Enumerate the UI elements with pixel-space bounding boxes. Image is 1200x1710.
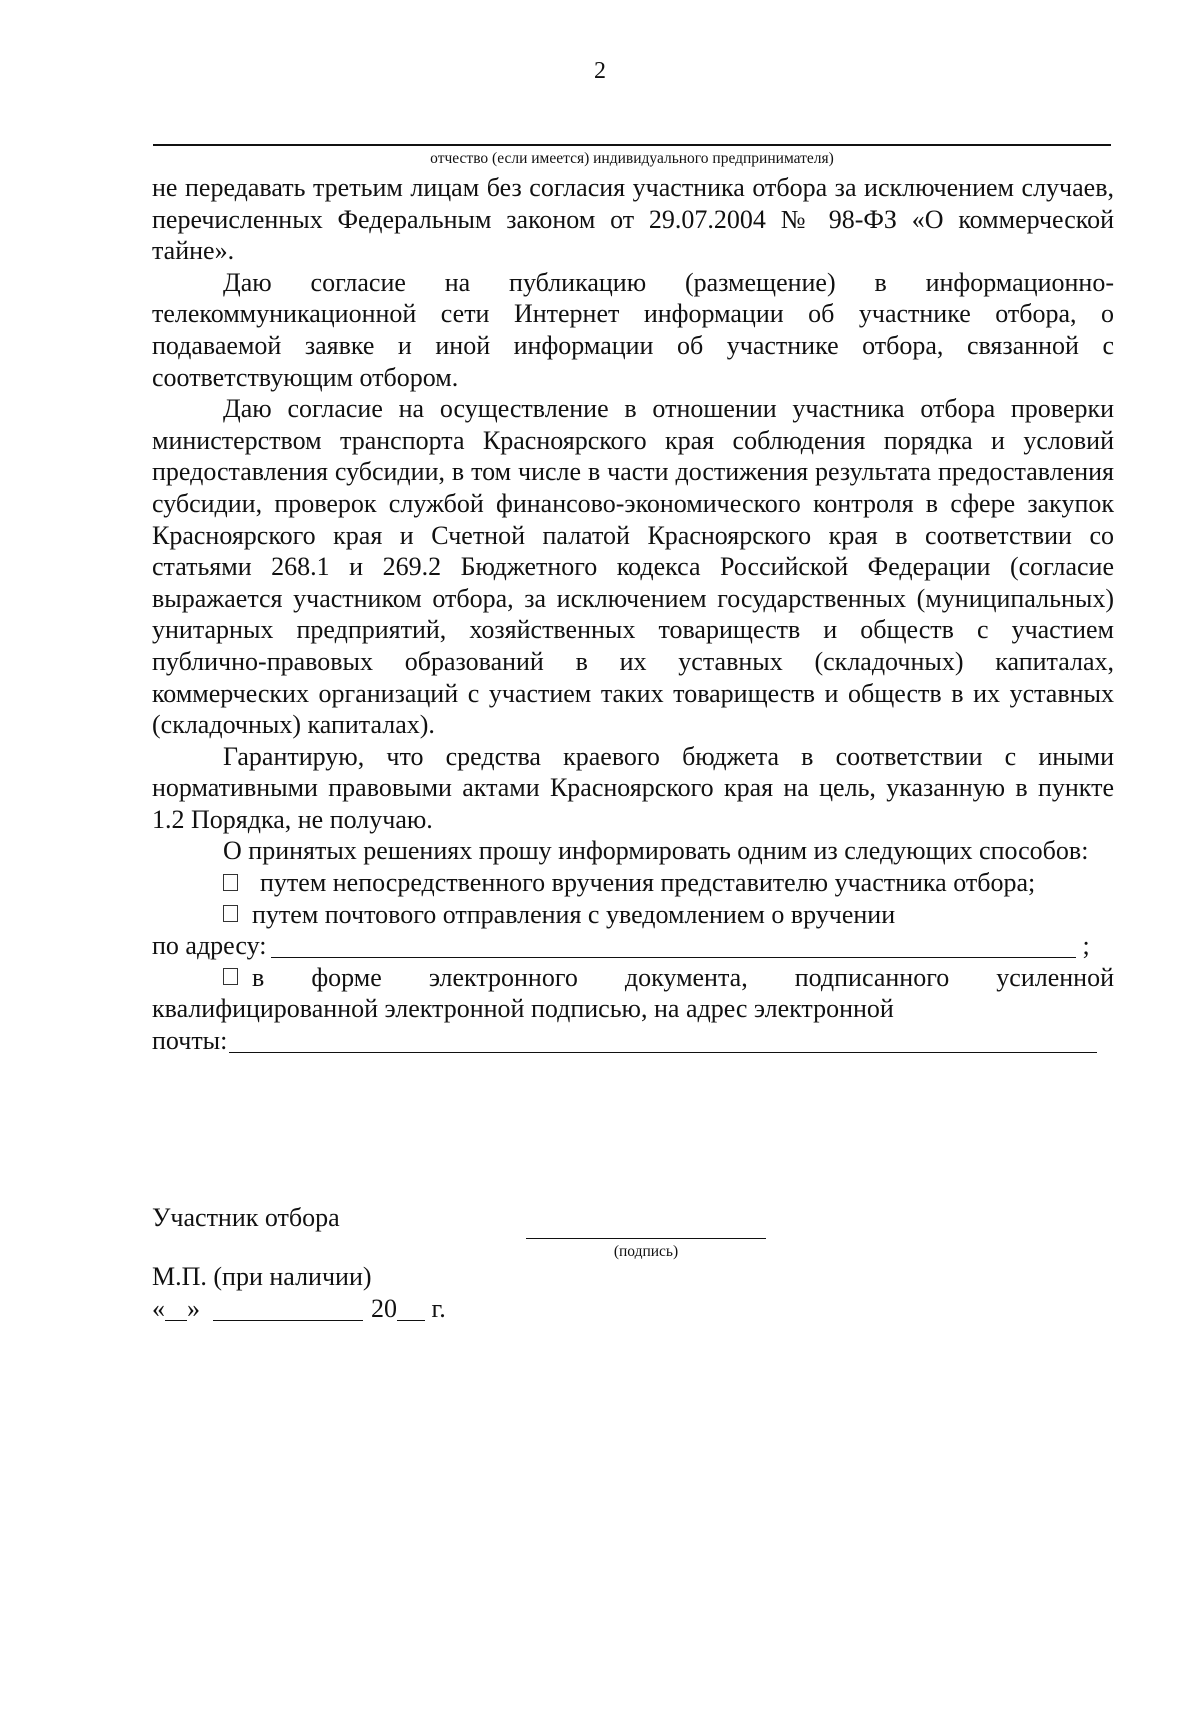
page-number: 2 <box>594 58 606 84</box>
stamp-label: М.П. (при наличии) <box>152 1262 372 1291</box>
paragraph-publication-consent: Даю согласие на публикацию (размещение) в информационно-телекоммуникационной сети Интернет информации об участнике отбора, о подаваемой заявке и иной информации об участнике отбора, связанной с соответствующим отбором. <box>152 267 1114 392</box>
email-row <box>152 1025 1114 1057</box>
option-electronic <box>152 962 1114 1025</box>
option-hand-delivery-label: путем непосредственного вручения представителю участника отбора; <box>260 868 1036 898</box>
top-fill-line <box>153 144 1111 146</box>
paragraph-notification-methods: О принятых решениях прошу информировать одним из следующих способов: <box>223 836 1089 866</box>
year-suffix: г. <box>431 1294 446 1323</box>
checkbox-icon[interactable] <box>223 874 238 891</box>
paragraph-inspection-consent: Даю согласие на осуществление в отношении участника отбора проверки министерством транспорта Красноярского края соблюдения порядка и условий предоставления субсидии, в том числе в части достижения результата предоставления субсидии, проверок службой финансово-экономического контроля в сфере закупок Красноярского края и Счетной палатой Красноярского края в соответствии со статьями 268.1 и 269.2 Бюджетного кодекса Российской Федерации (согласие выражается участником отбора, за исключением государственных (муниципальных) унитарных предприятий, хозяйственных товариществ и обществ с участием публично-правовых образований в их уставных (складочных) капиталах, коммерческих организаций с участием таких товариществ и обществ в их уставных (складочных) капиталах). <box>152 394 1114 740</box>
month-field[interactable] <box>213 1298 363 1321</box>
mail-address-label: по адресу: <box>152 931 267 961</box>
email-field[interactable] <box>229 1028 1097 1053</box>
date-open-quote: « <box>152 1294 165 1323</box>
year-field[interactable] <box>397 1298 425 1321</box>
option-hand-delivery <box>152 867 1114 899</box>
option-electronic-label: в форме электронного документа, подписанного усиленной квалифицированной электронной подписью, на адрес электронной <box>152 962 1114 1024</box>
signature-field[interactable] <box>526 1238 766 1239</box>
participant-label: Участник отбора <box>152 1203 340 1232</box>
checkbox-icon[interactable] <box>223 905 238 922</box>
day-field[interactable] <box>165 1298 187 1321</box>
paragraph-confidentiality: не передавать третьим лицам без согласия участника отбора за исключением случаев, перечисленных Федеральным законом от 29.07.2004 № 98-ФЗ «О коммерческой тайне». <box>152 173 1114 266</box>
top-field-caption: отчество (если имеется) индивидуального предпринимателя) <box>430 150 834 167</box>
signature-caption: (подпись) <box>613 1243 679 1260</box>
option-mail-label: путем почтового отправления с уведомлением о вручении <box>252 899 896 929</box>
paragraph-budget-guarantee: Гарантирую, что средства краевого бюджета в соответствии с иными нормативными правовыми актами Красноярского края на цель, указанную в пункте 1.2 Порядка, не получаю. <box>152 741 1114 834</box>
mail-address-field[interactable] <box>271 933 1076 958</box>
date-close-quote: » <box>187 1294 200 1323</box>
document-body <box>152 172 1114 1057</box>
mail-address-end: ; <box>1082 931 1090 961</box>
option-mail <box>152 899 1114 931</box>
year-prefix: 20 <box>371 1294 397 1323</box>
email-label: почты: <box>152 1026 228 1056</box>
date-row <box>152 1294 446 1324</box>
checkbox-icon[interactable] <box>223 968 238 985</box>
mail-address-row <box>152 930 1114 962</box>
